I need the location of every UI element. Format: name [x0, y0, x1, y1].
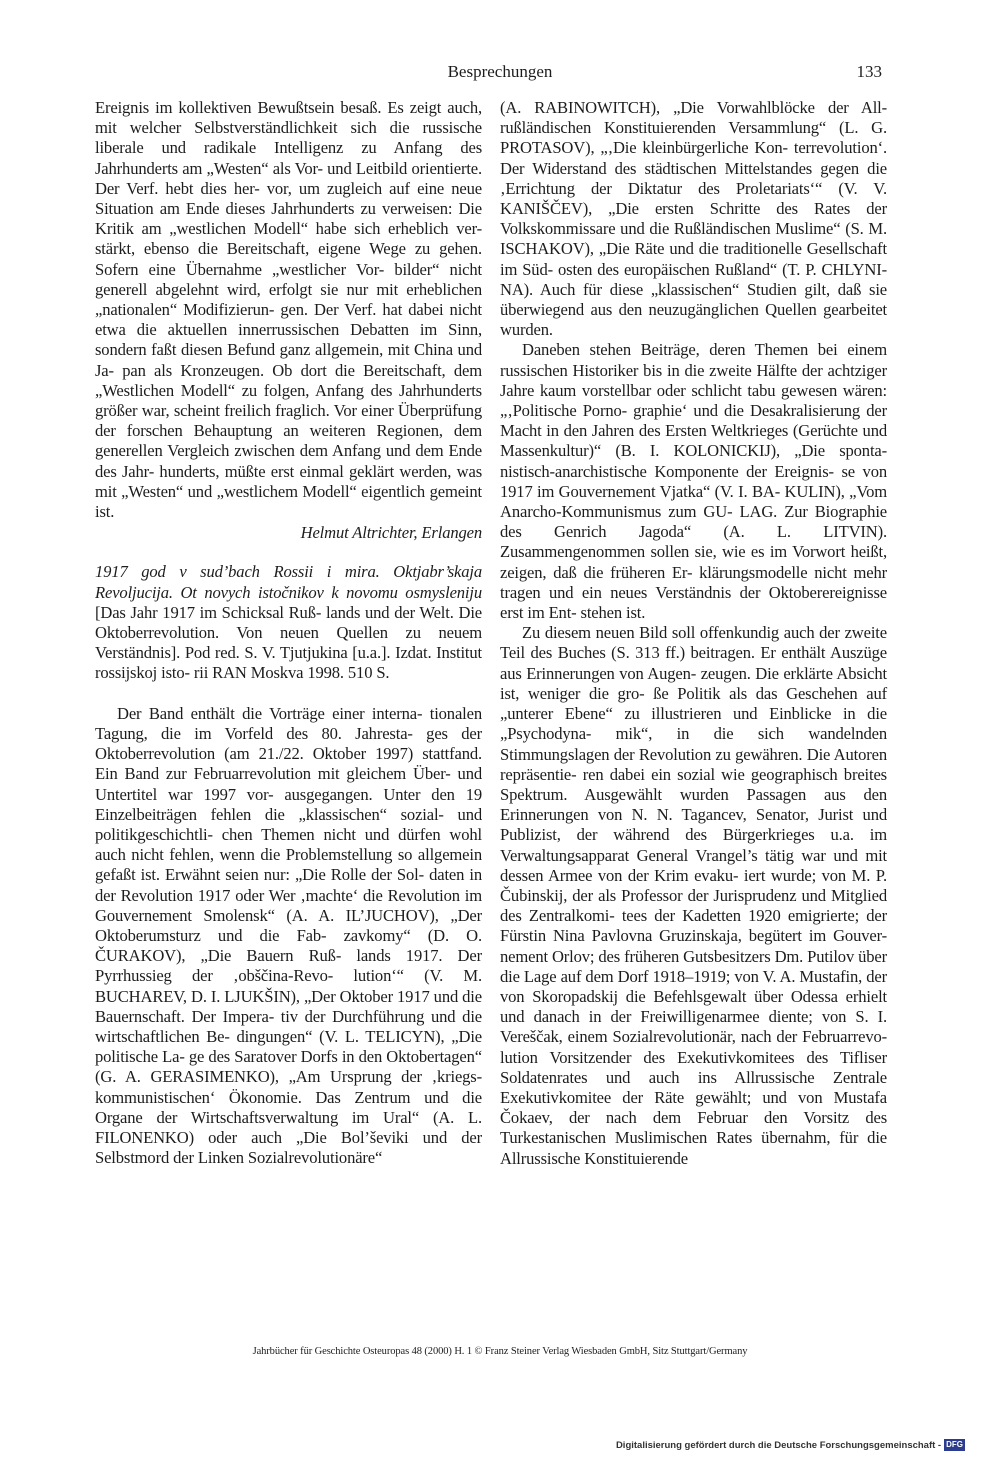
dfg-logo-icon: DFG [946, 1440, 963, 1449]
right-column [500, 98, 887, 1169]
journal-citation: Jahrbücher für Geschichte Osteuropas 48 (2000) H. 1 © Franz Steiner Verlag Wiesbaden GmbH, Sitz Stuttgart/Germany [252, 1346, 748, 1357]
left-column [95, 98, 482, 1168]
digitization-note [616, 1439, 965, 1451]
review-paragraph: Zu diesem neuen Bild soll offenkundig auch der zweite Teil des Buches (S. 313 ff.) beitragen. Er enthält Auszüge aus Erinnerungen von Augen- zeugen. Die erklärte Absicht ist, weniger die gro- ße Politik als das Geschehen auf „unterer Ebene“ zu illustrieren und Einblicke in die „Psychodyna- mik“, in die sich wandelnden Stimmungslagen der Revolution zu gewähren. Die Autoren repräsentie- ren dabei ein sozial wie geographisch breites Spektrum. Ausgewählt wurden Passagen aus den Erinnerungen von N. N. Tagancev, Senator, Jurist und Publizist, der während des Bürgerkrieges u.a. im Verwaltungsapparat General Vrangel’s tätig war und mit dessen Armee von der Krim evaku- iert wurde; von M. P. Čubinskij, der als Professor der Jurisprudenz und Mitglied des Zentralkomi- tees der Kadetten 1920 emigrierte; der Fürstin Nina Pavlovna Gruzinskaja, begütert im Gouver- nement Orlov; des früheren Gutsbesitzers Dm. Putilov über die Lage auf dem Dorf 1918–1919; von V. A. Mustafin, der von Skoropadskij die Befehlsgewalt über Odessa erhielt und danach in der Freiwilligenarmee diente; von S. I. Vereščak, einem Sozialrevolutionär, nach der Februarrevo- lution Vorsitzender des Exekutivkomitees des Tifliser Soldatenrates und auch ins Allrussische Zentrale Exekutivkomitee der Räte gewählt; und von Mustafa Čokaev, der nach dem Februar den Vorsitz des Turkestanischen Muslimischen Rates übernahm, für die Allrussische Konstituierende [500, 623, 887, 1168]
digitization-text: Digitalisierung gefördert durch die Deutsche Forschungsgemeinschaft - [615, 1439, 942, 1451]
reviewer-signature: Helmut Altrichter, Erlangen [300, 523, 482, 543]
book-details: [Das Jahr 1917 im Schicksal Ruß- lands und der Welt. Die Oktoberrevolution. Von neuen Quellen zu neuem Verständnis]. Pod red. S. V. Tjutjukina [u.a.]. Izdat. Institut rossijskoj isto- rii RAN Moskva 1998. 510 S. [95, 602, 482, 683]
review-paragraph: Ereignis im kollektiven Bewußtsein besaß. Es zeigt auch, mit welcher Selbstverständlichkeit sich die russische liberale und radikale Intelligenz zu Anfang des Jahrhunderts am „Westen“ als Vor- und Leitbild orientierte. Der Verf. hebt dies her- vor, um zugleich auf eine neue Situation am Ende dieses Jahrhunderts zu verweisen: Die Kritik am „westlichen Modell“ habe sich erheblich ver- stärkt, ebenso die Bereitschaft, eigene Wege zu gehen. Sofern eine Übernahme „westlicher Vor- bilder“ nicht generell abgelehnt wird, erfolgt sie nur mit erheblichen „nationalen“ Modifizierun- gen. Der Verf. hat dabei nicht etwa die aktuellen innerrussischen Debatten im Sinn, sondern faßt diesen Befund ganz allgemein, mit China und Ja- pan als Kronzeugen. Ob dort die Bereitschaft, dem „Westlichen Modell“ zu folgen, Anfang des Jahrhunderts größer war, scheint freilich fraglich. Vor einer Überprüfung der forschen Behauptung an weiteren Regionen, dem generellen Vergleich zwischen dem Anfang und dem Ende des Jahr- hunderts, müßte erst einmal geklärt werden, was mit „Westen“ und „westlichem Modell“ eigentlich gemeint ist. [95, 98, 482, 522]
page-header-title: Besprechungen [447, 62, 553, 81]
page-number: 133 [856, 62, 882, 81]
book-title: 1917 god v sud’bach Rossii i mira. Oktjabr’skaja Revoljucija. Ot novych istočnikov k novomu osmysleniju [95, 562, 482, 602]
review-paragraph: Daneben stehen Beiträge, deren Themen bei einem russischen Historiker bis in die zweite Hälfte der achtziger Jahre kaum vorstellbar oder schlicht tabu gewesen wären: „‚Politische Porno- graphie‘ und die Desakralisierung der Macht in den Jahren des Ersten Weltkrieges (Gerüchte und Massenkultur)“ (B. I. KOLONICKIJ), „Die sponta- nistisch-anarchistische Komponente der Ereignis- se von 1917 im Gouvernement Vjatka“ (V. I. BA- KULIN), „Vom Anarcho-Kommunismus zum GU- LAG. Zur Biographie des Genrich Jagoda“ (A. L. LITVIN). Zusammengenommen sollen sie, wie es im Vorwort heißt, zeigen, daß die früheren Er- klärungsmodelle nicht mehr tragen und ein neues Verständnis der Oktoberereignisse erst im Ent- stehen ist. [500, 340, 887, 623]
review-paragraph: (A. RABINOWITCH), „Die Vorwahlblöcke der All- rußländischen Konstituierenden Versammlung“ (L. G. PROTASOV), „‚Die kleinbürgerliche Kon- terrevolution‘. Der Widerstand des städtischen Mittelstandes gegen die ‚Errichtung der Diktatur des Proletariats‘“ (V. V. KANIŠČEV), „Die ersten Schritte des Rates der Volkskommissare und die Rußländischen Muslime“ (S. M. ISCHAKOV), „Die Räte und die traditionelle Gesellschaft im Süd- osten des europäischen Rußland“ (T. P. CHLYNI- NA). Auch für diese „klassischen“ Studien gilt, daß sie überwiegend aus den neuzugänglichen Quellen gearbeitet wurden. [500, 98, 887, 340]
review-paragraph: Der Band enthält die Vorträge einer interna- tionalen Tagung, die im Vorfeld des 80. Jahresta- ges der Oktoberrevolution (am 21./22. Oktober 1997) stattfand. Ein Band zur Februarrevolution mit gleichem Über- und Untertitel war 1997 vor- ausgegangen. Unter den 19 Einzelbeiträgen fehlen die „klassischen“ sozial- und politikgeschichtli- chen Themen nicht und dürfen wohl auch nicht fehlen, wenn die Problemstellung so allgemein gefaßt ist. Erwähnt seien nur: „Die Rolle der Sol- daten in der Revolution 1917 oder Wer ‚machte‘ die Revolution im Gouvernement Smolensk“ (A. A. IL’JUCHOV), „Der Oktoberumsturz und die Fab- zavkomy“ (D. O. ČURAKOV), „Die Bauern Ruß- lands 1917. Der Pyrrhussieg der ‚obščina-Revo- lution‘“ (V. M. BUCHAREV, D. I. LJUKŠIN), „Der Oktober 1917 und die Bauernschaft. Der Impera- tiv der Durchführung und die wirtschaftlichen Be- dingungen“ (V. L. TELICYN), „Die politische La- ge des Saratover Dorfs in den Oktobertagen“ (G. A. GERASIMENKO), „Am Ursprung der ‚kriegs- kommunistischen‘ Ökonomie. Das Zentrum und die Organe der Wirtschaftsverwaltung im Ural“ (A. L. FILONENKO) oder auch „Die Bol’ševiki und der Selbstmord der Linken Sozialrevolutionäre“ [95, 703, 482, 1168]
bibliographic-entry [95, 562, 482, 683]
